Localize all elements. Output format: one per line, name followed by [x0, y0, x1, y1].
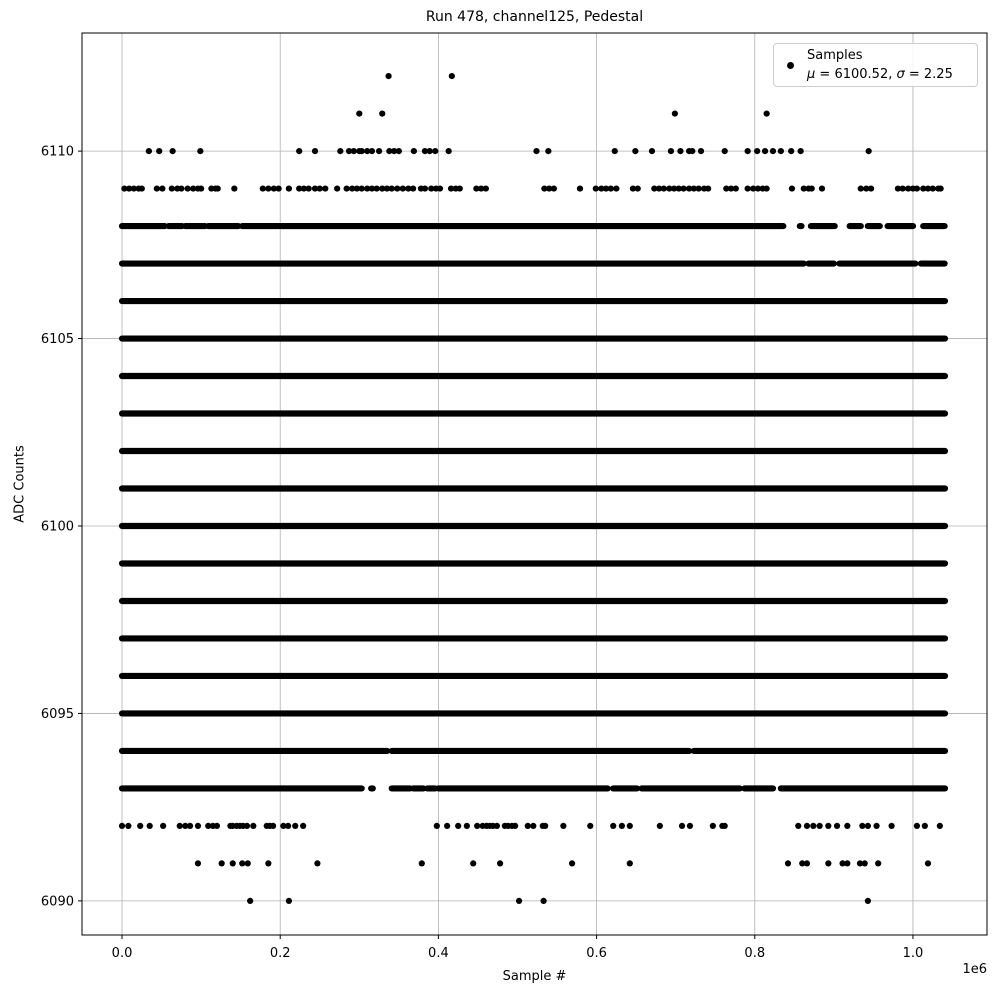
sample-dot	[214, 823, 220, 829]
sample-dot	[270, 823, 276, 829]
sample-dot	[260, 185, 266, 191]
sample-dot	[419, 860, 425, 866]
sample-dot	[668, 148, 674, 154]
sample-dot	[422, 185, 428, 191]
sample-dot	[657, 823, 663, 829]
sample-dot	[444, 823, 450, 829]
sample-dot	[844, 823, 850, 829]
sample-dot	[177, 823, 183, 829]
sample-dot	[359, 185, 365, 191]
sample-dot	[619, 823, 625, 829]
sample-dot	[432, 148, 438, 154]
sample-dot	[516, 898, 522, 904]
sample-dot	[296, 148, 302, 154]
sample-dot	[427, 148, 433, 154]
sample-dot	[687, 823, 693, 829]
sample-dot	[334, 185, 340, 191]
sample-dot	[859, 823, 865, 829]
sample-dot	[937, 823, 943, 829]
sample-dot	[834, 823, 840, 829]
sample-dot	[198, 185, 204, 191]
sample-dot	[139, 185, 145, 191]
sample-dot	[195, 860, 201, 866]
sample-dot	[437, 185, 443, 191]
sample-dot	[434, 823, 440, 829]
sample-dot	[170, 148, 176, 154]
sample-dot	[788, 148, 794, 154]
sample-dot	[865, 823, 871, 829]
sample-dot	[530, 823, 536, 829]
sample-dot	[185, 185, 191, 191]
sample-dot	[889, 823, 895, 829]
sample-dot	[159, 185, 165, 191]
sample-dot	[825, 823, 831, 829]
sample-dot	[577, 185, 583, 191]
sample-dot	[635, 185, 641, 191]
sample-dot	[569, 860, 575, 866]
sample-dot	[317, 185, 323, 191]
sample-dot	[457, 185, 463, 191]
sample-dot	[306, 185, 312, 191]
sample-dot	[376, 148, 382, 154]
sample-dot	[844, 860, 850, 866]
sample-dot	[154, 185, 160, 191]
sample-dot	[369, 148, 375, 154]
sample-dot	[810, 823, 816, 829]
sample-dot	[178, 185, 184, 191]
sample-dot	[587, 823, 593, 829]
legend	[773, 43, 978, 87]
sample-dot	[449, 73, 455, 79]
x-tick-label: 0.2	[269, 946, 291, 961]
sample-dot	[795, 823, 801, 829]
x-tick-label: 0.8	[744, 946, 766, 961]
sample-dot	[672, 111, 678, 117]
sample-dot	[396, 148, 402, 154]
sample-dot	[679, 823, 685, 829]
sample-dot	[494, 823, 500, 829]
sample-dot	[698, 148, 704, 154]
sample-dot	[873, 823, 879, 829]
sample-dot	[632, 148, 638, 154]
sample-dot	[710, 823, 716, 829]
sample-dot	[351, 148, 357, 154]
sample-dot	[804, 823, 810, 829]
sample-dot	[764, 185, 770, 191]
sample-dot	[160, 823, 166, 829]
legend-label: Samples	[807, 48, 863, 63]
y-tick-label: 6105	[40, 332, 74, 348]
sample-dot	[551, 185, 557, 191]
sample-dot	[922, 823, 928, 829]
x-axis-label: Sample #	[502, 969, 567, 984]
sample-dot	[245, 860, 251, 866]
sample-dot	[914, 185, 920, 191]
sample-dot	[137, 823, 143, 829]
y-axis-label: ADC Counts	[12, 445, 28, 523]
sample-dot	[865, 898, 871, 904]
sample-dot	[239, 860, 245, 866]
sample-dot	[337, 148, 343, 154]
sample-dot	[231, 185, 237, 191]
sample-dot	[247, 898, 253, 904]
sample-dot	[276, 185, 282, 191]
sample-dot	[914, 823, 920, 829]
sample-dot	[215, 185, 221, 191]
y-tick-label: 6110	[40, 144, 74, 160]
sample-dot	[627, 860, 633, 866]
sample-dot	[285, 823, 291, 829]
sample-dot	[745, 185, 751, 191]
sample-dot	[219, 860, 225, 866]
sample-dot	[389, 185, 395, 191]
sample-dot	[608, 185, 614, 191]
sample-dot	[875, 860, 881, 866]
sample-dot	[560, 823, 566, 829]
sample-dot	[464, 823, 470, 829]
sample-dot	[733, 185, 739, 191]
sample-dot	[230, 860, 236, 866]
sample-dot	[265, 185, 271, 191]
chart-title: Run 478, channel125, Pedestal	[425, 9, 644, 25]
sample-dot	[789, 185, 795, 191]
sample-dot	[612, 148, 618, 154]
sample-dot	[868, 185, 874, 191]
sample-dot	[312, 148, 318, 154]
sample-dot	[187, 823, 193, 829]
sample-dot	[754, 148, 760, 154]
sample-dot	[394, 185, 400, 191]
sample-dot	[661, 185, 667, 191]
x-tick-label: 0.4	[428, 946, 449, 961]
sample-dot	[374, 185, 380, 191]
sample-dot	[292, 823, 298, 829]
x-tick-label: 0.6	[586, 946, 607, 961]
sample-dot	[900, 185, 906, 191]
sample-dot	[410, 185, 416, 191]
sample-dot	[866, 148, 872, 154]
sample-dot	[677, 148, 683, 154]
sample-dot	[265, 860, 271, 866]
sample-dot	[455, 823, 461, 829]
legend-sample-marker-icon	[787, 62, 794, 69]
y-tick-label: 6090	[40, 894, 74, 910]
sample-dot	[798, 148, 804, 154]
sample-dot	[930, 185, 936, 191]
sample-dot	[497, 860, 503, 866]
sample-dot	[540, 898, 546, 904]
sample-dot	[825, 860, 831, 866]
sample-dot	[804, 860, 810, 866]
sample-dot	[610, 823, 616, 829]
sample-dot	[862, 860, 868, 866]
sample-dot	[938, 185, 944, 191]
sample-dot	[512, 823, 518, 829]
sample-dot	[156, 148, 162, 154]
y-tick-label: 6095	[40, 706, 74, 722]
legend-stats: μ = 6100.52, σ = 2.25	[807, 67, 953, 82]
sample-dot	[745, 148, 751, 154]
sample-dot	[705, 185, 711, 191]
sample-dot	[470, 860, 476, 866]
sample-dot	[785, 860, 791, 866]
sample-dot	[385, 73, 391, 79]
sample-dot	[147, 823, 153, 829]
sample-dot	[525, 823, 531, 829]
sample-dot	[696, 185, 702, 191]
sample-dot	[379, 111, 385, 117]
sample-dot	[858, 185, 864, 191]
sample-dot	[533, 148, 539, 154]
sample-dot	[314, 860, 320, 866]
sample-dot	[778, 148, 784, 154]
sample-dot	[250, 823, 256, 829]
sample-dot	[722, 148, 728, 154]
sample-dot	[411, 148, 417, 154]
sample-dot	[483, 185, 489, 191]
legend-text	[807, 46, 953, 84]
x-tick-label: 1.0	[902, 946, 924, 961]
sample-dot	[146, 148, 152, 154]
sample-dot	[356, 111, 362, 117]
axes-spine	[82, 33, 987, 935]
sample-dot	[322, 185, 328, 191]
sample-dot	[593, 185, 599, 191]
sample-dot	[286, 898, 292, 904]
sample-dot	[627, 823, 633, 829]
sample-dot	[400, 185, 406, 191]
sample-dot	[817, 823, 823, 829]
sample-dot	[286, 185, 292, 191]
sample-dot	[764, 111, 770, 117]
sample-dot	[300, 823, 306, 829]
sample-dot	[689, 148, 695, 154]
sample-dot	[169, 185, 175, 191]
sample-dot	[197, 148, 203, 154]
sample-dot	[809, 185, 815, 191]
x-axis-offset-label: 1e6	[962, 962, 987, 977]
sample-dot	[613, 185, 619, 191]
sample-dot	[545, 148, 551, 154]
sample-dot	[446, 148, 452, 154]
sample-dot	[344, 185, 350, 191]
sample-dot	[770, 148, 776, 154]
sample-dot	[244, 823, 250, 829]
sample-dot	[542, 823, 548, 829]
sample-dot	[119, 823, 125, 829]
x-tick-label: 0.0	[111, 946, 133, 961]
sample-dot	[359, 148, 365, 154]
sample-dot	[125, 823, 131, 829]
sample-dot	[195, 823, 201, 829]
sample-dot	[474, 823, 480, 829]
sample-dot	[819, 185, 825, 191]
sample-dot	[680, 185, 686, 191]
sample-dot	[762, 148, 768, 154]
sample-dot	[722, 823, 728, 829]
sample-dot	[925, 860, 931, 866]
sample-dot	[649, 148, 655, 154]
y-tick-label: 6100	[40, 519, 74, 535]
